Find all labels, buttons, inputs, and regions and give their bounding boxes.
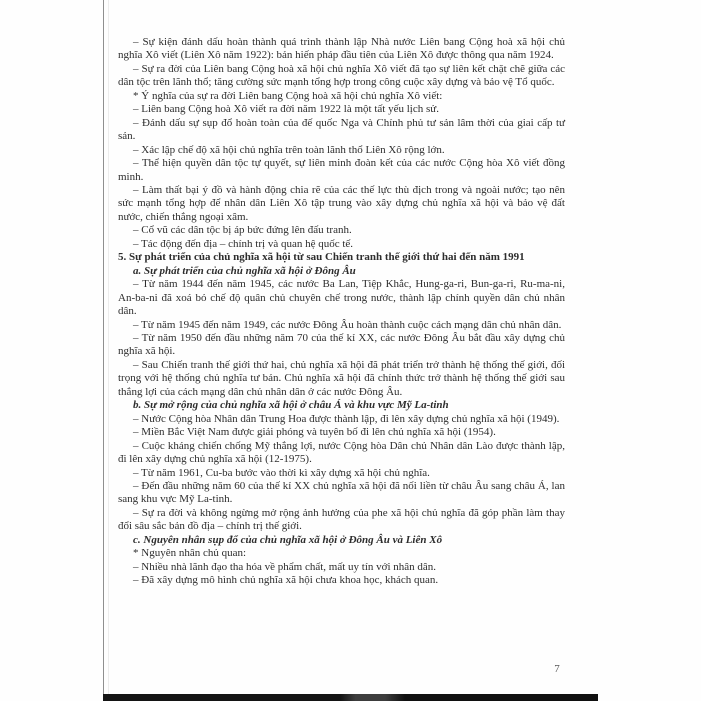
paragraph: 5. Sự phát triển của chủ nghĩa xã hội từ sau Chiến tranh thế giới thứ hai đến năm 1991 bbox=[118, 251, 525, 264]
paragraph: b. Sự mở rộng của chủ nghĩa xã hội ở châu Á và khu vực Mỹ La-tinh bbox=[133, 399, 449, 412]
paragraph: – Từ năm 1950 đến đầu những năm 70 của thế kỉ XX, các nước Đông Âu bắt đầu xây dựng chủ nghĩa xã hội. bbox=[118, 331, 565, 358]
paragraph: – Nhiều nhà lãnh đạo tha hóa về phẩm chất, mất uy tín với nhân dân. bbox=[133, 560, 437, 573]
paragraph: a. Sự phát triển của chủ nghĩa xã hội ở Đông Âu bbox=[133, 264, 356, 277]
paragraph: – Từ năm 1945 đến năm 1949, các nước Đông Âu hoàn thành cuộc cách mạng dân chủ nhân dân. bbox=[133, 318, 562, 331]
paragraph: – Sau Chiến tranh thế giới thứ hai, chủ nghĩa xã hội đã phát triển trở thành hệ thống thế giới, đối trọng với hệ thống chủ nghĩa tư bản. Chủ nghĩa xã hội đã chính thức trở thành hệ thống thế giới sau thắng lợi của cách mạng dân chủ nhân dân ở các nước Đông Âu. bbox=[118, 358, 565, 398]
paragraph: – Từ năm 1944 đến năm 1945, các nước Ba Lan, Tiệp Khắc, Hung-ga-ri, Bun-ga-ri, Ru-ma-ni, An-ba-ni đã xoá bỏ chế độ quân chủ chuyên chế trong nước, thành lập chính quyền dân chủ nhân dân. bbox=[118, 278, 565, 318]
page-number: 7 bbox=[554, 663, 560, 675]
paragraph: – Đã xây dựng mô hình chủ nghĩa xã hội chưa khoa học, khách quan. bbox=[133, 574, 439, 587]
paragraph: – Đến đầu những năm 60 của thế kỉ XX chủ nghĩa xã hội đã nối liền từ châu Âu sang châu Á, lan sang khu vực Mỹ La-tinh. bbox=[118, 479, 565, 506]
paragraph: * Ý nghĩa của sự ra đời Liên bang Cộng hoà xã hội chủ nghĩa Xô viết: bbox=[133, 89, 443, 102]
paragraph: – Liên bang Cộng hoà Xô viết ra đời năm 1922 là một tất yếu lịch sử. bbox=[133, 103, 439, 116]
paragraph: c. Nguyên nhân sụp đổ của chủ nghĩa xã hội ở Đông Âu và Liên Xô bbox=[133, 533, 443, 546]
book-edge-bar bbox=[103, 694, 598, 701]
paragraph: – Cổ vũ các dân tộc bị áp bức đứng lên đấu tranh. bbox=[133, 224, 352, 237]
paragraph: – Sự kiện đánh dấu hoàn thành quá trình thành lập Nhà nước Liên bang Cộng hoà xã hội chủ nghĩa Xô viết (Liên Xô năm 1922): bản hiến pháp đầu tiên của Liên Xô được thông qua năm 1924. bbox=[118, 36, 565, 62]
paragraph: * Nguyên nhân chủ quan: bbox=[133, 547, 247, 560]
paragraph: – Cuộc kháng chiến chống Mỹ thắng lợi, nước Cộng hòa Dân chủ Nhân dân Lào được thành lập, đi lên xây dựng chủ nghĩa xã hội (12-1975). bbox=[118, 439, 565, 466]
paragraph: – Thể hiện quyền dân tộc tự quyết, sự liên minh đoàn kết của các nước Cộng hòa Xô viết đồng minh. bbox=[118, 157, 565, 183]
paragraph: – Xác lập chế độ xã hội chủ nghĩa trên toàn lãnh thổ Liên Xô rộng lớn. bbox=[133, 143, 445, 156]
page-spine-line-faint bbox=[108, 0, 109, 695]
paragraph: – Miền Bắc Việt Nam được giải phóng và tuyên bố đi lên chủ nghĩa xã hội (1954). bbox=[133, 426, 496, 439]
paragraph: – Làm thất bại ý đồ và hành động chia rẽ của các thế lực thù địch trong và ngoài nước; tạo nên sức mạnh tổng hợp để nhân dân Liên Xô tập trung vào xây dựng chủ nghĩa xã hội và bảo vệ đất nước, chiến thắng ngoại xâm. bbox=[118, 183, 565, 223]
content-paragraphs bbox=[118, 36, 565, 588]
paragraph: – Nước Cộng hòa Nhân dân Trung Hoa được thành lập, đi lên xây dựng chủ nghĩa xã hội (1949). bbox=[133, 412, 560, 425]
paragraph: – Sự ra đời và không ngừng mở rộng ảnh hưởng của phe xã hội chủ nghĩa đã góp phần làm thay đổi sâu sắc bản đồ địa – chính trị thế giới. bbox=[118, 506, 565, 533]
paragraph: – Đánh dấu sự sụp đổ hoàn toàn của đế quốc Nga và Chính phủ tư sản lâm thời của giai cấp tư sản. bbox=[118, 116, 565, 143]
paragraph: – Sự ra đời của Liên bang Cộng hoà xã hội chủ nghĩa Xô viết đã tạo sự liên kết chặt chẽ giữa các dân tộc trên lãnh thổ; tăng cường sức mạnh tổng hợp trong công cuộc xây dựng và bảo vệ Tổ quốc. bbox=[118, 62, 565, 89]
paragraph: – Tác động đến địa – chính trị và quan hệ quốc tế. bbox=[133, 237, 354, 250]
paragraph: – Từ năm 1961, Cu-ba bước vào thời kì xây dựng xã hội chủ nghĩa. bbox=[133, 466, 430, 479]
page-spine-line bbox=[103, 0, 104, 695]
